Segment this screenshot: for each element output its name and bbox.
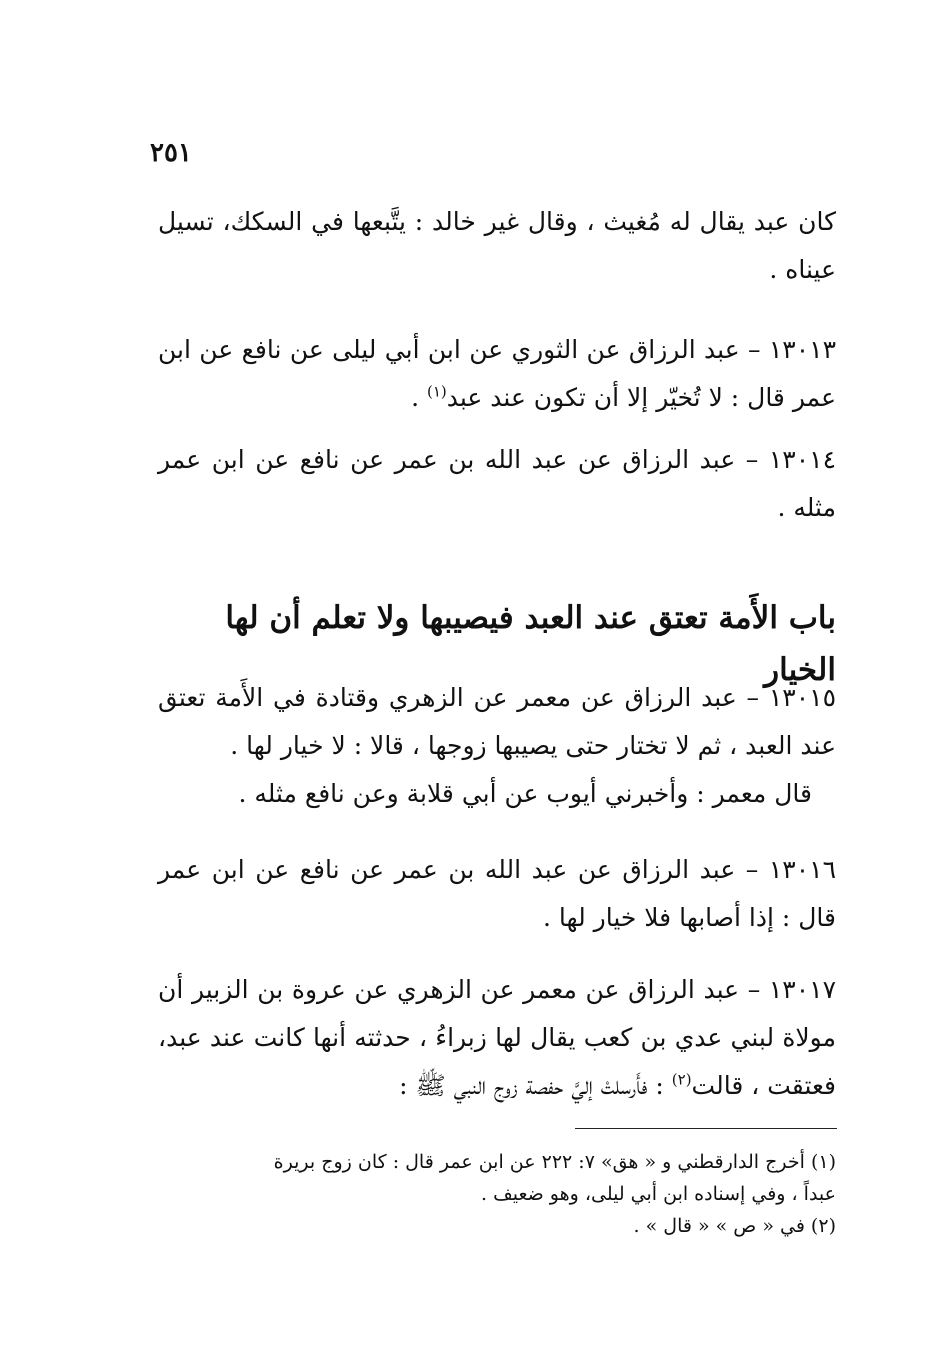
paragraph-continuation xyxy=(158,198,836,294)
footnotes xyxy=(158,1146,836,1242)
footnote-1-line-1: (١) أخرج الدارقطني و « هق» ٧: ٢٢٢ عن ابن عمر قال : كان زوج بريرة xyxy=(273,1151,836,1173)
footnote-2: (٢) في « ص » « قال » . xyxy=(633,1215,836,1237)
hadith-13015 xyxy=(158,674,836,818)
hadith-text: ١٣٠١٦ – عبد الرزاق عن عبد الله بن عمر عن نافع عن ابن عمر قال : إذا أصابها فلا خيار لها . xyxy=(158,855,836,932)
footnote-marker-1[interactable]: (١) xyxy=(426,382,447,401)
footnote-marker-2[interactable]: (٢) xyxy=(671,1070,692,1089)
hadith-note-line: قال معمر : وأخبرني أيوب عن أبي قلابة وعن نافع مثله . xyxy=(238,779,812,808)
hadith-text: ١٣٠١٥ – عبد الرزاق عن معمر عن الزهري وقتادة في الأَمة تعتق عند العبد ، ثم لا تختار حتى يصيبها زوجها ، قالا : لا خيار لها . xyxy=(158,683,836,760)
paragraph-text: كان عبد يقال له مُغيث ، وقال غير خالد : يتَّبعها في السكك، تسيل عيناه . xyxy=(158,207,836,284)
chapter-heading: باب الأَمة تعتق عند العبد فيصيبها ولا تعلم أن لها الخيار xyxy=(225,600,836,688)
hadith-text: ١٣٠١٣ – عبد الرزاق عن الثوري عن ابن أبي ليلى عن نافع عن ابن عمر قال : لا تُخيّر إلا أن تكون عند عبد xyxy=(158,335,836,412)
hadith-13014 xyxy=(158,436,836,532)
hadith-text: ١٣٠١٧ – عبد الرزاق عن معمر عن الزهري عن عروة بن الزبير أن مولاة لبني عدي بن كعب يقال لها زبراءُ ، حدثته أنها كانت عند عبد، فعتقت ، قالت xyxy=(158,975,836,1100)
hadith-13016 xyxy=(158,846,836,942)
hadith-text: ١٣٠١٤ – عبد الرزاق عن عبد الله بن عمر عن نافع عن ابن عمر مثله . xyxy=(158,445,836,522)
page-number: ٢٥١ xyxy=(150,138,192,168)
hadith-13013 xyxy=(158,326,836,422)
footnote-1-line-2: عبداً ، وفي إسناده ابن أبي ليلى، وهو ضعيف . xyxy=(480,1183,836,1205)
hadith-13017 xyxy=(158,966,836,1110)
footnote-divider xyxy=(575,1128,837,1129)
hadith-text-end: . xyxy=(411,383,427,412)
hadith-text-end: : فأَرسلتْ إليَّ حفصة زوج النبي ﷺ : xyxy=(399,1071,672,1100)
